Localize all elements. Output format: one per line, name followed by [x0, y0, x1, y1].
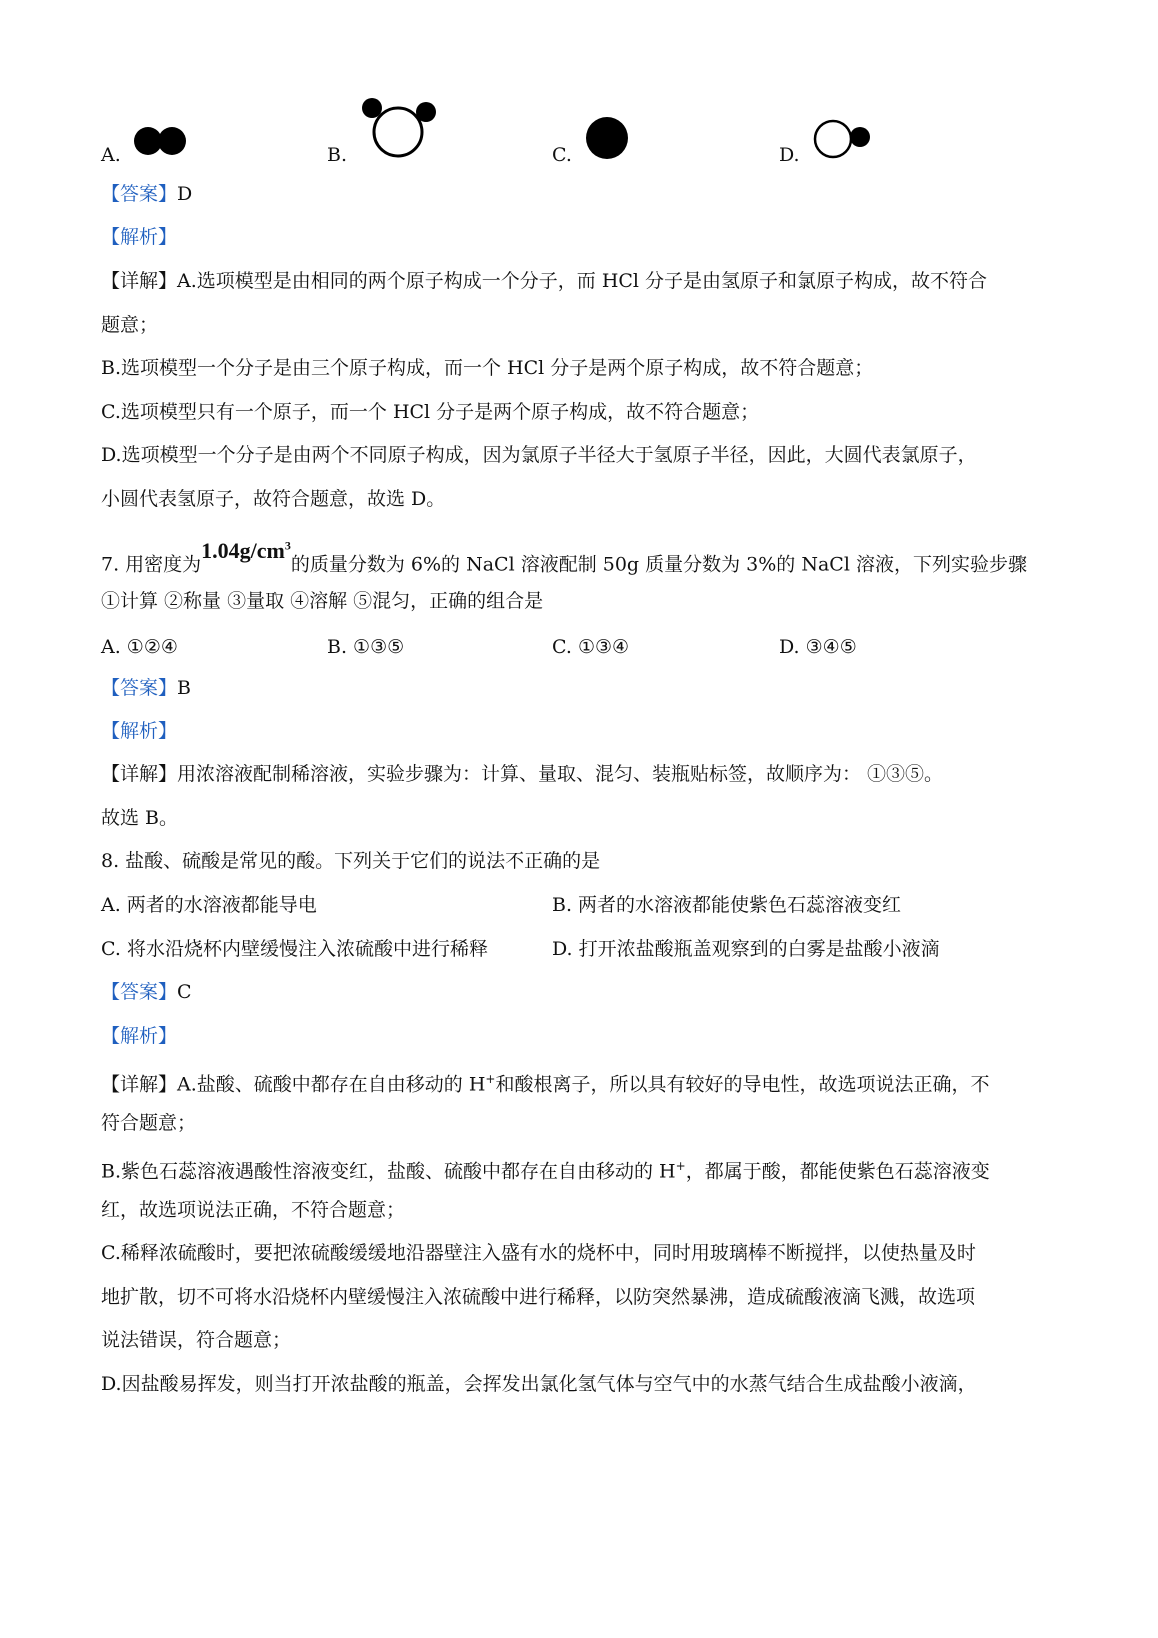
q7-detail-line	[101, 762, 943, 786]
model-c-icon	[584, 116, 632, 162]
model-b-icon	[358, 96, 440, 160]
q8-detail-text-3a: B.紫色石蕊溶液遇酸性溶液变红，盐酸、硫酸中都存在自由移动的 H	[101, 1160, 676, 1183]
q8-detail-text-3b: ，都属于酸，都能使紫色石蕊溶液变	[685, 1160, 990, 1183]
q8-detail-line-1	[101, 1067, 989, 1096]
q8-option-b: B. 两者的水溶液都能使紫色石蕊溶液变红	[552, 894, 902, 916]
q8-detail-text-1a: A.盐酸、硫酸中都存在自由移动的 H	[177, 1073, 486, 1096]
q8-detail-line-7: 说法错误，符合题意；	[101, 1329, 292, 1351]
q6-detail-tag: 【详解】	[101, 270, 178, 292]
q6-detail-line-4: C.选项模型只有一个原子，而一个 HCl 分子是两个原子构成，故不符合题意；	[101, 401, 760, 423]
q7-conclusion: 故选 B。	[101, 807, 179, 829]
q7-stem-line-2: ①计算 ②称量 ③量取 ④溶解 ⑤混匀，正确的组合是	[101, 590, 544, 612]
q6-detail-line-2: 题意；	[101, 314, 159, 336]
q7-option-d: D. ③④⑤	[779, 636, 857, 658]
q6-detail-line-6: 小圆代表氢原子，故符合题意，故选 D。	[101, 488, 446, 510]
q6-option-a-label: A.	[101, 144, 121, 166]
q7-density-value: 1.04g/cm	[201, 538, 285, 564]
q8-option-a: A. 两者的水溶液都能导电	[101, 894, 317, 916]
q8-answer-tag: 【答案】	[101, 981, 178, 1003]
q6-option-d-label: D.	[779, 144, 800, 166]
q7-detail-text: 用浓溶液配制稀溶液，实验步骤为：计算、量取、混匀、装瓶贴标签，故顺序为： ①③⑤。	[177, 763, 944, 785]
q7-answer: B	[177, 677, 191, 699]
q6-analysis-tag: 【解析】	[101, 226, 178, 248]
q7-option-b: B. ①③⑤	[327, 636, 405, 658]
q7-option-c: C. ①③④	[552, 636, 630, 658]
q7-analysis-tag: 【解析】	[101, 720, 178, 742]
q6-detail-line-1	[101, 269, 987, 293]
q7-option-a: A. ①②④	[101, 636, 178, 658]
q6-detail-text-1: A.选项模型是由相同的两个原子构成一个分子，而 HCl 分子是由氢原子和氯原子构成，故不符合	[177, 270, 988, 292]
model-d-icon	[812, 118, 874, 160]
q8-option-c: C. 将水沿烧杯内壁缓慢注入浓硫酸中进行稀释	[101, 938, 488, 960]
q6-answer: D	[177, 183, 193, 205]
q7-density	[201, 538, 291, 563]
model-a-icon	[132, 124, 192, 158]
q8-detail-text-1b: 和酸根离子，所以具有较好的导电性，故选项说法正确，不	[495, 1073, 990, 1096]
q6-option-b-label: B.	[327, 144, 348, 166]
q8-detail-line-8: D.因盐酸易挥发，则当打开浓盐酸的瓶盖，会挥发出氯化氢气体与空气中的水蒸气结合生成盐酸小液滴，	[101, 1373, 977, 1395]
q7-answer-line	[101, 676, 191, 700]
q7-answer-tag: 【答案】	[101, 677, 178, 699]
q6-detail-line-3: B.选项模型一个分子是由三个原子构成，而一个 HCl 分子是两个原子构成，故不符合题意；	[101, 357, 874, 379]
q6-answer-line	[101, 182, 192, 206]
q8-detail-sup-1: +	[485, 1072, 496, 1086]
q8-analysis-tag: 【解析】	[101, 1025, 178, 1047]
q7-detail-tag: 【详解】	[101, 763, 178, 785]
q6-option-c-label: C.	[552, 144, 572, 166]
q7-stem-line-1	[101, 538, 1027, 576]
q8-detail-line-3	[101, 1154, 990, 1183]
q8-detail-sup-3: +	[675, 1159, 686, 1173]
q8-detail-line-2: 符合题意；	[101, 1112, 197, 1134]
q8-detail-line-6: 地扩散，切不可将水沿烧杯内壁缓慢注入浓硫酸中进行稀释，以防突然暴沸，造成硫酸液滴飞溅，故选项	[101, 1286, 976, 1308]
q7-density-exp: 3	[284, 539, 291, 553]
q8-option-d: D. 打开浓盐酸瓶盖观察到的白雾是盐酸小液滴	[552, 938, 940, 960]
q8-detail-tag: 【详解】	[101, 1073, 178, 1096]
q7-stem-prefix: 7. 用密度为	[101, 553, 202, 576]
q8-answer-line	[101, 980, 192, 1004]
q7-stem-suffix: 的质量分数为 6%的 NaCl 溶液配制 50g 质量分数为 3%的 NaCl 溶液，下列实验步骤	[290, 553, 1027, 576]
q6-detail-line-5: D.选项模型一个分子是由两个不同原子构成，因为氯原子半径大于氢原子半径，因此，大圆代表氯原子，	[101, 444, 977, 466]
q6-answer-tag: 【答案】	[101, 183, 178, 205]
q8-detail-line-4: 红，故选项说法正确，不符合题意；	[101, 1199, 406, 1221]
q8-detail-line-5: C.稀释浓硫酸时，要把浓硫酸缓缓地沿器壁注入盛有水的烧杯中，同时用玻璃棒不断搅拌，以使热量及时	[101, 1242, 976, 1264]
q8-answer: C	[177, 981, 192, 1003]
q8-stem: 8. 盐酸、硫酸是常见的酸。下列关于它们的说法不正确的是	[101, 850, 601, 872]
